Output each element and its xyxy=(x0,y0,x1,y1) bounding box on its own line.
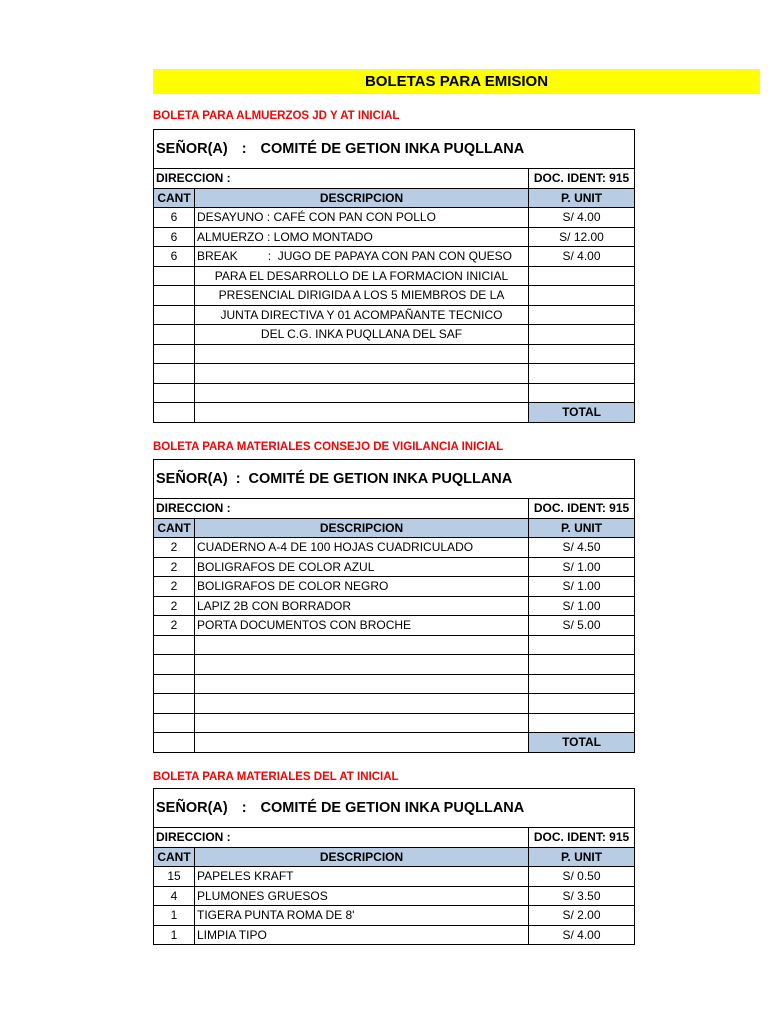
empty-cell xyxy=(154,305,195,325)
item-cant: 2 xyxy=(154,538,195,558)
client-name: COMITÉ DE GETION INKA PUQLLANA xyxy=(260,141,525,157)
table-row xyxy=(154,305,635,325)
note-line: DEL C.G. INKA PUQLLANA DEL SAF xyxy=(195,325,529,345)
table-row xyxy=(154,694,635,714)
boleta-3-table xyxy=(153,788,635,945)
item-desc: TIGERA PUNTA ROMA DE 8' xyxy=(195,906,529,926)
empty-cell xyxy=(154,325,195,345)
empty-cell xyxy=(154,266,195,286)
table-row xyxy=(154,344,635,364)
col-header-p-unit: P. UNIT xyxy=(529,518,635,538)
table-row xyxy=(154,383,635,403)
boleta-2-title: BOLETA PARA MATERIALES CONSEJO DE VIGILANCIA INICIAL xyxy=(153,441,504,453)
table-row xyxy=(154,713,635,733)
table-row xyxy=(154,286,635,306)
col-header-descripcion: DESCRIPCION xyxy=(195,847,529,867)
table-row xyxy=(154,325,635,345)
direccion-label: DIRECCION : xyxy=(154,169,529,189)
item-cant: 2 xyxy=(154,596,195,616)
item-desc: LIMPIA TIPO xyxy=(195,925,529,945)
boleta-3-title: BOLETA PARA MATERIALES DEL AT INICIAL xyxy=(153,771,399,783)
item-cant: 2 xyxy=(154,577,195,597)
table-row xyxy=(154,655,635,675)
table-row xyxy=(154,208,635,228)
item-desc: PORTA DOCUMENTOS CON BROCHE xyxy=(195,616,529,636)
table-row xyxy=(154,635,635,655)
colon: : xyxy=(241,800,247,816)
item-desc: PAPELES KRAFT xyxy=(195,867,529,887)
table-row xyxy=(154,867,635,887)
note-line: PARA EL DESARROLLO DE LA FORMACION INICIAL xyxy=(195,266,529,286)
client-row xyxy=(154,789,635,828)
direccion-label: DIRECCION : xyxy=(154,499,529,519)
doc-ident: DOC. IDENT: 915 xyxy=(529,828,635,848)
item-cant: 1 xyxy=(154,925,195,945)
empty-cell xyxy=(529,305,635,325)
item-price: S/ 0.50 xyxy=(529,867,635,887)
total-label: TOTAL xyxy=(529,403,635,423)
table-row xyxy=(154,674,635,694)
item-desc: BOLIGRAFOS DE COLOR AZUL xyxy=(195,557,529,577)
item-price: S/ 1.00 xyxy=(529,596,635,616)
item-cant: 15 xyxy=(154,867,195,887)
table-row xyxy=(154,733,635,753)
senor-label: SEÑOR(A) xyxy=(156,800,228,816)
table-row xyxy=(154,577,635,597)
item-price: S/ 4.00 xyxy=(529,247,635,267)
item-cant: 6 xyxy=(154,208,195,228)
table-row xyxy=(154,557,635,577)
empty-cell xyxy=(154,286,195,306)
table-row xyxy=(154,403,635,423)
item-cant: 4 xyxy=(154,886,195,906)
table-row xyxy=(154,227,635,247)
col-header-descripcion: DESCRIPCION xyxy=(195,188,529,208)
col-header-cant: CANT xyxy=(154,847,195,867)
table-row xyxy=(154,596,635,616)
boleta-1-title: BOLETA PARA ALMUERZOS JD Y AT INICIAL xyxy=(153,110,400,122)
item-price: S/ 4.00 xyxy=(529,925,635,945)
item-desc: CUADERNO A-4 DE 100 HOJAS CUADRICULADO xyxy=(195,538,529,558)
col-header-p-unit: P. UNIT xyxy=(529,847,635,867)
table-row xyxy=(154,538,635,558)
table-row xyxy=(154,616,635,636)
colon: : xyxy=(241,141,247,157)
total-label: TOTAL xyxy=(529,733,635,753)
item-price: S/ 1.00 xyxy=(529,577,635,597)
item-price: S/ 4.50 xyxy=(529,538,635,558)
item-price: S/ 2.00 xyxy=(529,906,635,926)
item-price: S/ 4.00 xyxy=(529,208,635,228)
item-desc: ALMUERZO : LOMO MONTADO xyxy=(195,227,529,247)
item-desc: BREAK : JUGO DE PAPAYA CON PAN CON QUESO xyxy=(195,247,529,267)
page-banner: BOLETAS PARA EMISION xyxy=(153,69,760,94)
client-name: COMITÉ DE GETION INKA PUQLLANA xyxy=(248,471,513,487)
client-name: COMITÉ DE GETION INKA PUQLLANA xyxy=(260,800,525,816)
col-header-descripcion: DESCRIPCION xyxy=(195,518,529,538)
direccion-label: DIRECCION : xyxy=(154,828,529,848)
table-row xyxy=(154,886,635,906)
item-cant: 1 xyxy=(154,906,195,926)
colon: : xyxy=(235,471,241,487)
client-row xyxy=(154,130,635,169)
table-row xyxy=(154,364,635,384)
item-cant: 6 xyxy=(154,227,195,247)
col-header-p-unit: P. UNIT xyxy=(529,188,635,208)
item-desc: LAPIZ 2B CON BORRADOR xyxy=(195,596,529,616)
table-row xyxy=(154,266,635,286)
boleta-2-table xyxy=(153,459,635,753)
col-header-cant: CANT xyxy=(154,188,195,208)
note-line: JUNTA DIRECTIVA Y 01 ACOMPAÑANTE TECNICO xyxy=(195,305,529,325)
item-price: S/ 5.00 xyxy=(529,616,635,636)
empty-cell xyxy=(529,325,635,345)
senor-label: SEÑOR(A) xyxy=(156,141,228,157)
item-cant: 2 xyxy=(154,557,195,577)
item-price: S/ 1.00 xyxy=(529,557,635,577)
senor-label: SEÑOR(A) xyxy=(156,471,228,487)
item-cant: 6 xyxy=(154,247,195,267)
item-cant: 2 xyxy=(154,616,195,636)
note-line: PRESENCIAL DIRIGIDA A LOS 5 MIEMBROS DE LA xyxy=(195,286,529,306)
boleta-1-table xyxy=(153,129,635,423)
item-price: S/ 3.50 xyxy=(529,886,635,906)
client-row xyxy=(154,460,635,499)
doc-ident: DOC. IDENT: 915 xyxy=(529,499,635,519)
item-price: S/ 12.00 xyxy=(529,227,635,247)
item-desc: PLUMONES GRUESOS xyxy=(195,886,529,906)
empty-cell xyxy=(529,266,635,286)
item-desc: DESAYUNO : CAFÉ CON PAN CON POLLO xyxy=(195,208,529,228)
table-row xyxy=(154,906,635,926)
table-row xyxy=(154,247,635,267)
item-desc: BOLIGRAFOS DE COLOR NEGRO xyxy=(195,577,529,597)
table-row xyxy=(154,925,635,945)
doc-ident: DOC. IDENT: 915 xyxy=(529,169,635,189)
col-header-cant: CANT xyxy=(154,518,195,538)
empty-cell xyxy=(529,286,635,306)
